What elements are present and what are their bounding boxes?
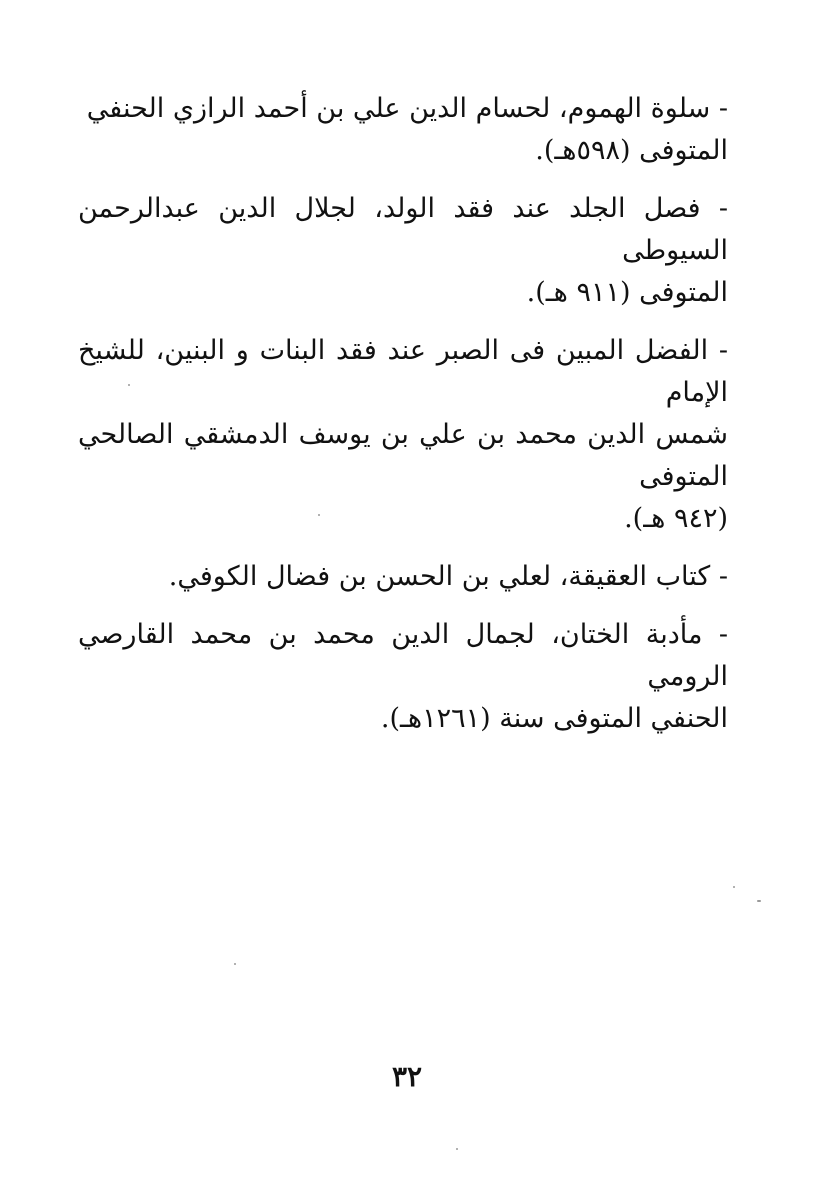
scan-speck <box>757 900 761 902</box>
entry-line: - فصل الجلد عند فقد الولد، لجلال الدين عبدالرحمن السيوطى <box>78 193 728 266</box>
entry-line: شمس الدين محمد بن علي بن يوسف الدمشقي الصالحي المتوفى <box>78 419 728 492</box>
bibliography-entry-1 <box>78 88 728 172</box>
scan-speck <box>128 384 130 386</box>
entry-line: المتوفى (٩١١ هـ). <box>526 277 728 308</box>
bibliography-entry-5 <box>78 614 728 740</box>
bibliography-entry-4 <box>78 556 728 598</box>
scan-speck <box>318 514 320 516</box>
scan-speck <box>234 963 236 965</box>
page-number: ٣٢ <box>391 1060 423 1093</box>
entry-line: - سلوة الهموم، لحسام الدين علي بن أحمد الرازي الحنفي <box>86 93 728 124</box>
entry-line: المتوفى (٥٩٨هـ). <box>535 135 728 166</box>
entry-line: الحنفي المتوفى سنة (١٢٦١هـ). <box>380 703 728 734</box>
entry-line: - الفضل المبين فى الصبر عند فقد البنات و البنين، للشيخ الإمام <box>78 335 728 408</box>
scan-speck <box>456 1148 458 1150</box>
bibliography-entry-2 <box>78 188 728 314</box>
entry-line: - مأدبة الختان، لجمال الدين محمد بن محمد القارصي الرومي <box>78 619 728 692</box>
entry-line: - كتاب العقيقة، لعلي بن الحسن بن فضال الكوفي. <box>168 561 728 592</box>
bibliography-list <box>78 88 728 756</box>
scan-speck <box>733 886 735 888</box>
entry-line: (٩٤٢ هـ). <box>624 503 728 534</box>
bibliography-entry-3 <box>78 330 728 540</box>
